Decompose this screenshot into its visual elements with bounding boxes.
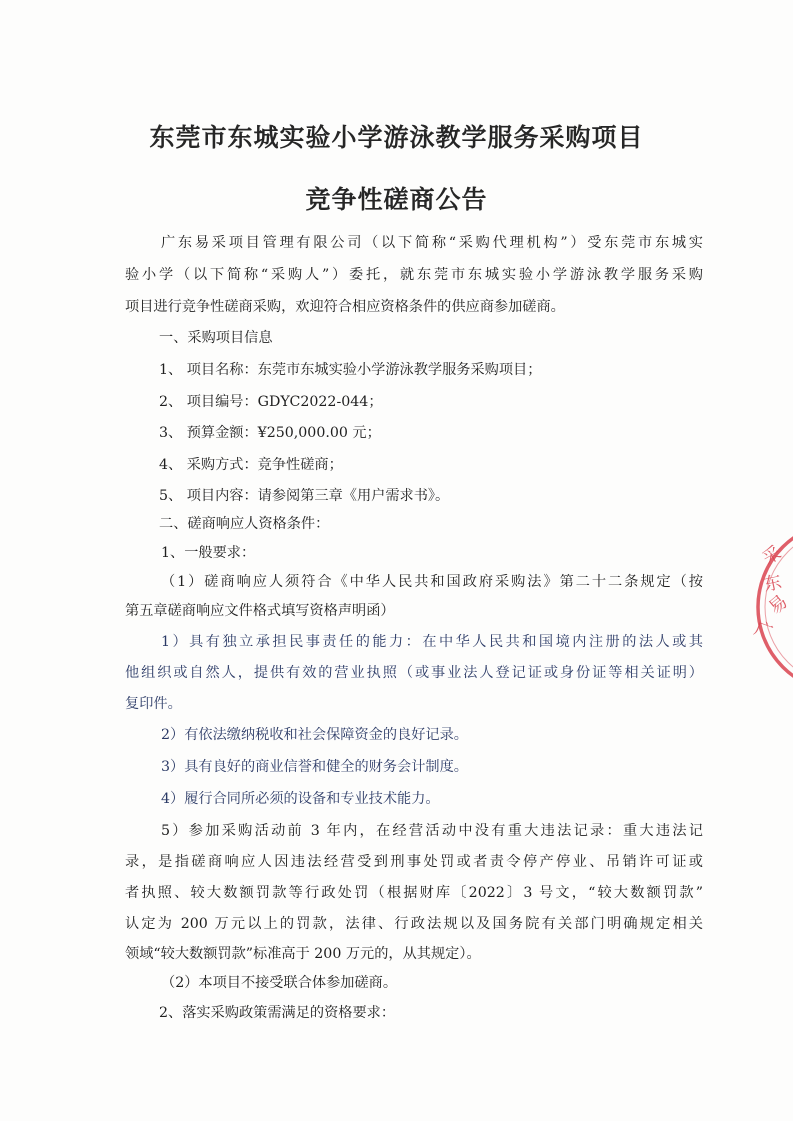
svg-text:广: 广	[751, 617, 776, 644]
sub-requirement-4: 4）履行合同所必须的设备和专业技术能力。	[161, 791, 440, 807]
sub-requirement-1-line-3: 复印件。	[125, 696, 182, 712]
intro-line-3: 项目进行竞争性磋商采购，欢迎符合相应资格条件的供应商参加磋商。	[125, 299, 565, 315]
sub-requirement-5-line-4: 认定为 200 万元以上的罚款，法律、行政法规以及国务院有关部门明确规定相关	[125, 916, 703, 932]
section-2-heading: 二、磋商响应人资格条件：	[159, 516, 330, 532]
intro-line-1: 广东易采项目管理有限公司（以下简称“采购代理机构”）受东莞市东城实	[161, 235, 703, 251]
project-info-item: 2、 项目编号：GDYC2022-044；	[159, 394, 383, 410]
svg-text:采: 采	[759, 542, 786, 570]
requirement-1-line-2: 第五章磋商响应文件格式填写资格声明函）	[125, 603, 395, 619]
policy-requirements-heading: 2、落实采购政策需满足的资格要求：	[159, 1005, 396, 1021]
project-info-item: 1、 项目名称：东莞市东城实验小学游泳教学服务采购项目；	[159, 362, 542, 378]
company-seal	[735, 525, 793, 685]
requirement-1-line-1: （1）磋商响应人须符合《中华人民共和国政府采购法》第二十二条规定（按	[161, 574, 703, 590]
sub-requirement-3: 3）具有良好的商业信誉和健全的财务会计制度。	[161, 759, 468, 775]
project-info-item: 3、 预算金额：¥250,000.00 元；	[159, 425, 381, 441]
sub-requirement-2: 2）有依法缴纳税收和社会保障资金的良好记录。	[161, 727, 468, 743]
requirement-2: （2）本项目不接受联合体参加磋商。	[161, 975, 398, 991]
project-info-item: 4、 采购方式：竞争性磋商；	[159, 457, 343, 473]
section-1-heading: 一、采购项目信息	[159, 330, 273, 346]
sub-requirement-5-line-1: 5）参加采购活动前 3 年内，在经营活动中没有重大违法记录：重大违法记	[161, 823, 703, 839]
sub-requirement-5-line-3: 者执照、较大数额罚款等行政处罚（根据财库〔2022〕3 号文，“较大数额罚款”	[125, 885, 703, 901]
page-title-line-2: 竞争性磋商公告	[305, 185, 488, 214]
svg-text:易: 易	[764, 591, 793, 619]
svg-text:东: 东	[761, 571, 784, 596]
intro-line-2: 验小学（以下简称“采购人”）委托，就东莞市东城实验小学游泳教学服务采购	[125, 267, 703, 283]
general-requirements-heading: 1、一般要求：	[161, 545, 256, 561]
page-title-line-1: 东莞市东城实验小学游泳教学服务采购项目	[149, 123, 644, 152]
sub-requirement-5-line-2: 录，是指磋商响应人因违法经营受到刑事处罚或者责令停产停业、吊销许可证或	[125, 854, 703, 870]
sub-requirement-1-line-1: 1）具有独立承担民事责任的能力：在中华人民共和国境内注册的法人或其	[161, 634, 703, 650]
sub-requirement-1-line-2: 他组织或自然人，提供有效的营业执照（或事业法人登记证或身份证等相关证明）	[125, 665, 703, 681]
sub-requirement-5-line-5: 领域“较大数额罚款”标准高于 200 万元的，从其规定）。	[125, 946, 481, 962]
project-info-item: 5、 项目内容：请参阅第三章《用户需求书》。	[159, 488, 450, 504]
